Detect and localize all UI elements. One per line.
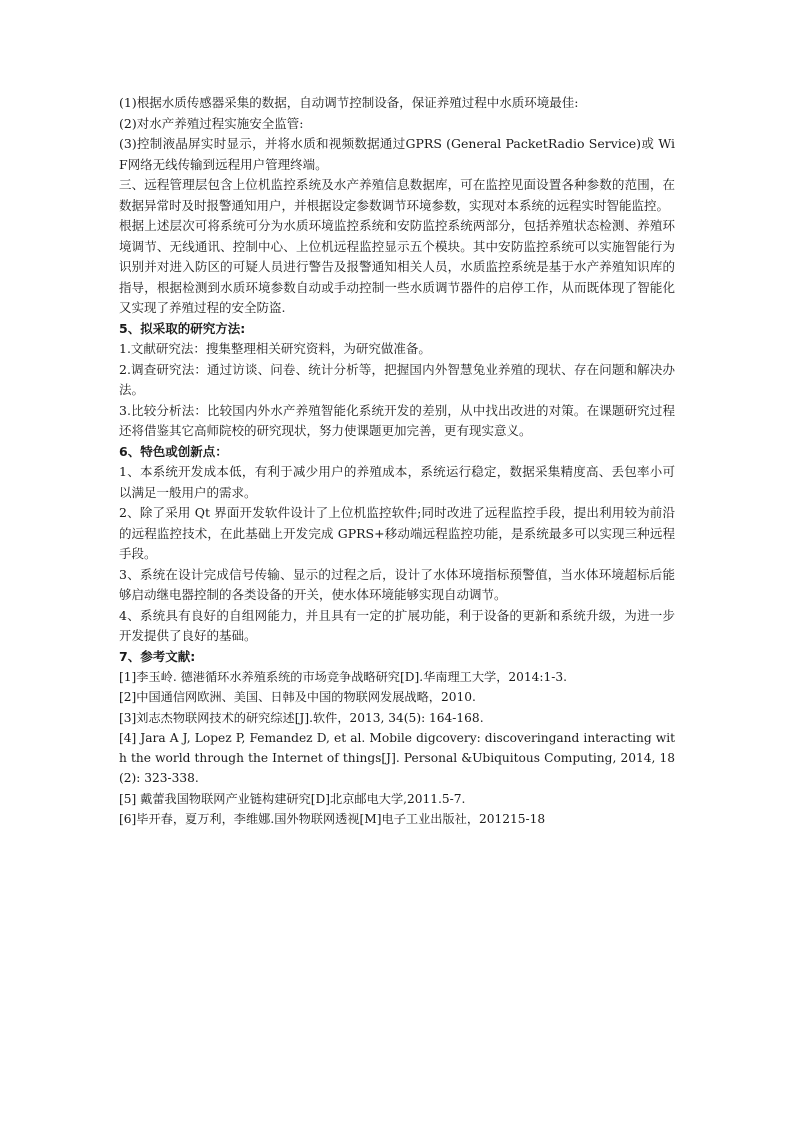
feature-item: 3、系统在设计完成信号传输、显示的过程之后，设计了水体环境指标预警值，当水体环境超标后能够启动继电器控制的各类设备的开关，使水体环境能够实现自动调节。 xyxy=(119,566,675,602)
reference-item: [2]中国通信网欧洲、美国、日韩及中国的物联网发展战略，2010. xyxy=(119,690,476,705)
body-paragraph: 根据上述层次可将系统可分为水质环境监控系统和安防监控系统两部分，包括养殖状态检测、养殖环境调节、无线通讯、控制中心、上位机远程监控显示五个模块。其中安防监控系统可以实施智能行为识别并对进入防区的可疑人员进行警告及报警通知相关人员，水质监控系统是基于水产养殖知识库的指导，根据检测到水质环境参数自动或手动控制一些水质调节器件的启停工作，从而既体现了智能化又实现了养殖过程的安全防盗. xyxy=(119,218,675,315)
section-heading-references: 7、参考文献: xyxy=(119,648,196,664)
method-item: 1.文献研究法：搜集整理相关研究资料，为研究做准备。 xyxy=(119,341,431,356)
section-heading-features: 6、特色或创新点： xyxy=(119,443,228,459)
method-item: 2.调查研究法：通过访谈、问卷、统计分析等，把握国内外智慧兔业养殖的现状、存在问题和解决办法。 xyxy=(119,361,675,397)
feature-item: 4、系统具有良好的自组网能力，并且具有一定的扩展功能，利于设备的更新和系统升级，为进一步开发提供了良好的基础。 xyxy=(119,607,675,643)
reference-item: [1]李玉岭. 德港循环水养殖系统的市场竞争战略研究[D].华南理工大学，2014:1-3. xyxy=(119,670,568,684)
document-page xyxy=(119,93,675,829)
reference-item: [4] Jara A J, Lopez P, Femandez D, et al. Mobile digcovery: discoveringand interacting with the world through the Internet of things[J]. Personal &Ubiquitous Computing, 2014, 18(2): 323-338. xyxy=(119,730,675,786)
reference-item: [6]毕开春，夏万利，李维娜.国外物联网透视[M]电子工业出版社，201215-18 xyxy=(119,812,546,827)
body-paragraph: (1)根据水质传感器采集的数据，自动调节控制设备，保证养殖过程中水质环境最佳: xyxy=(119,95,579,110)
method-item: 3.比较分析法：比较国内外水产养殖智能化系统开发的差别，从中找出改进的对策。在课题研究过程还将借鉴其它高师院校的研究现状，努力使课题更加完善，更有现实意义。 xyxy=(119,402,675,438)
body-paragraph: 三、远程管理层包含上位机监控系统及水产养殖信息数据库，可在监控见面设置各种参数的范围，在数据异常时及时报警通知用户，并根据设定参数调节环境参数，实现对本系统的远程实时智能监控。 xyxy=(119,177,675,213)
body-paragraph: (2)对水产养殖过程实施安全监管: xyxy=(119,115,304,131)
body-paragraph: (3)控制液晶屏实时显示，并将水质和视频数据通过GPRS (General PacketRadio Service)或 WiF网络无线传输到远程用户管理终端。 xyxy=(119,136,675,172)
section-heading-methods: 5、拟采取的研究方法: xyxy=(119,320,246,336)
feature-item: 2、除了采用 Qt 界面开发软件设计了上位机监控软件;同时改进了远程监控手段，提出利用较为前沿的远程监控技术，在此基础上开发完成 GPRS+移动端远程监控功能，是系统最多可以实现三种远程手段。 xyxy=(119,505,675,561)
feature-item: 1、本系统开发成本低，有利于减少用户的养殖成本，系统运行稳定，数据采集精度高、丢包率小可以满足一般用户的需求。 xyxy=(119,464,675,500)
reference-item: [5] 戴蕾我国物联网产业链构建研究[D]北京邮电大学,2011.5-7. xyxy=(119,791,466,806)
reference-item: [3]刘志杰物联网技术的研究综述[J].软件，2013, 34(5): 164-168. xyxy=(119,710,484,725)
